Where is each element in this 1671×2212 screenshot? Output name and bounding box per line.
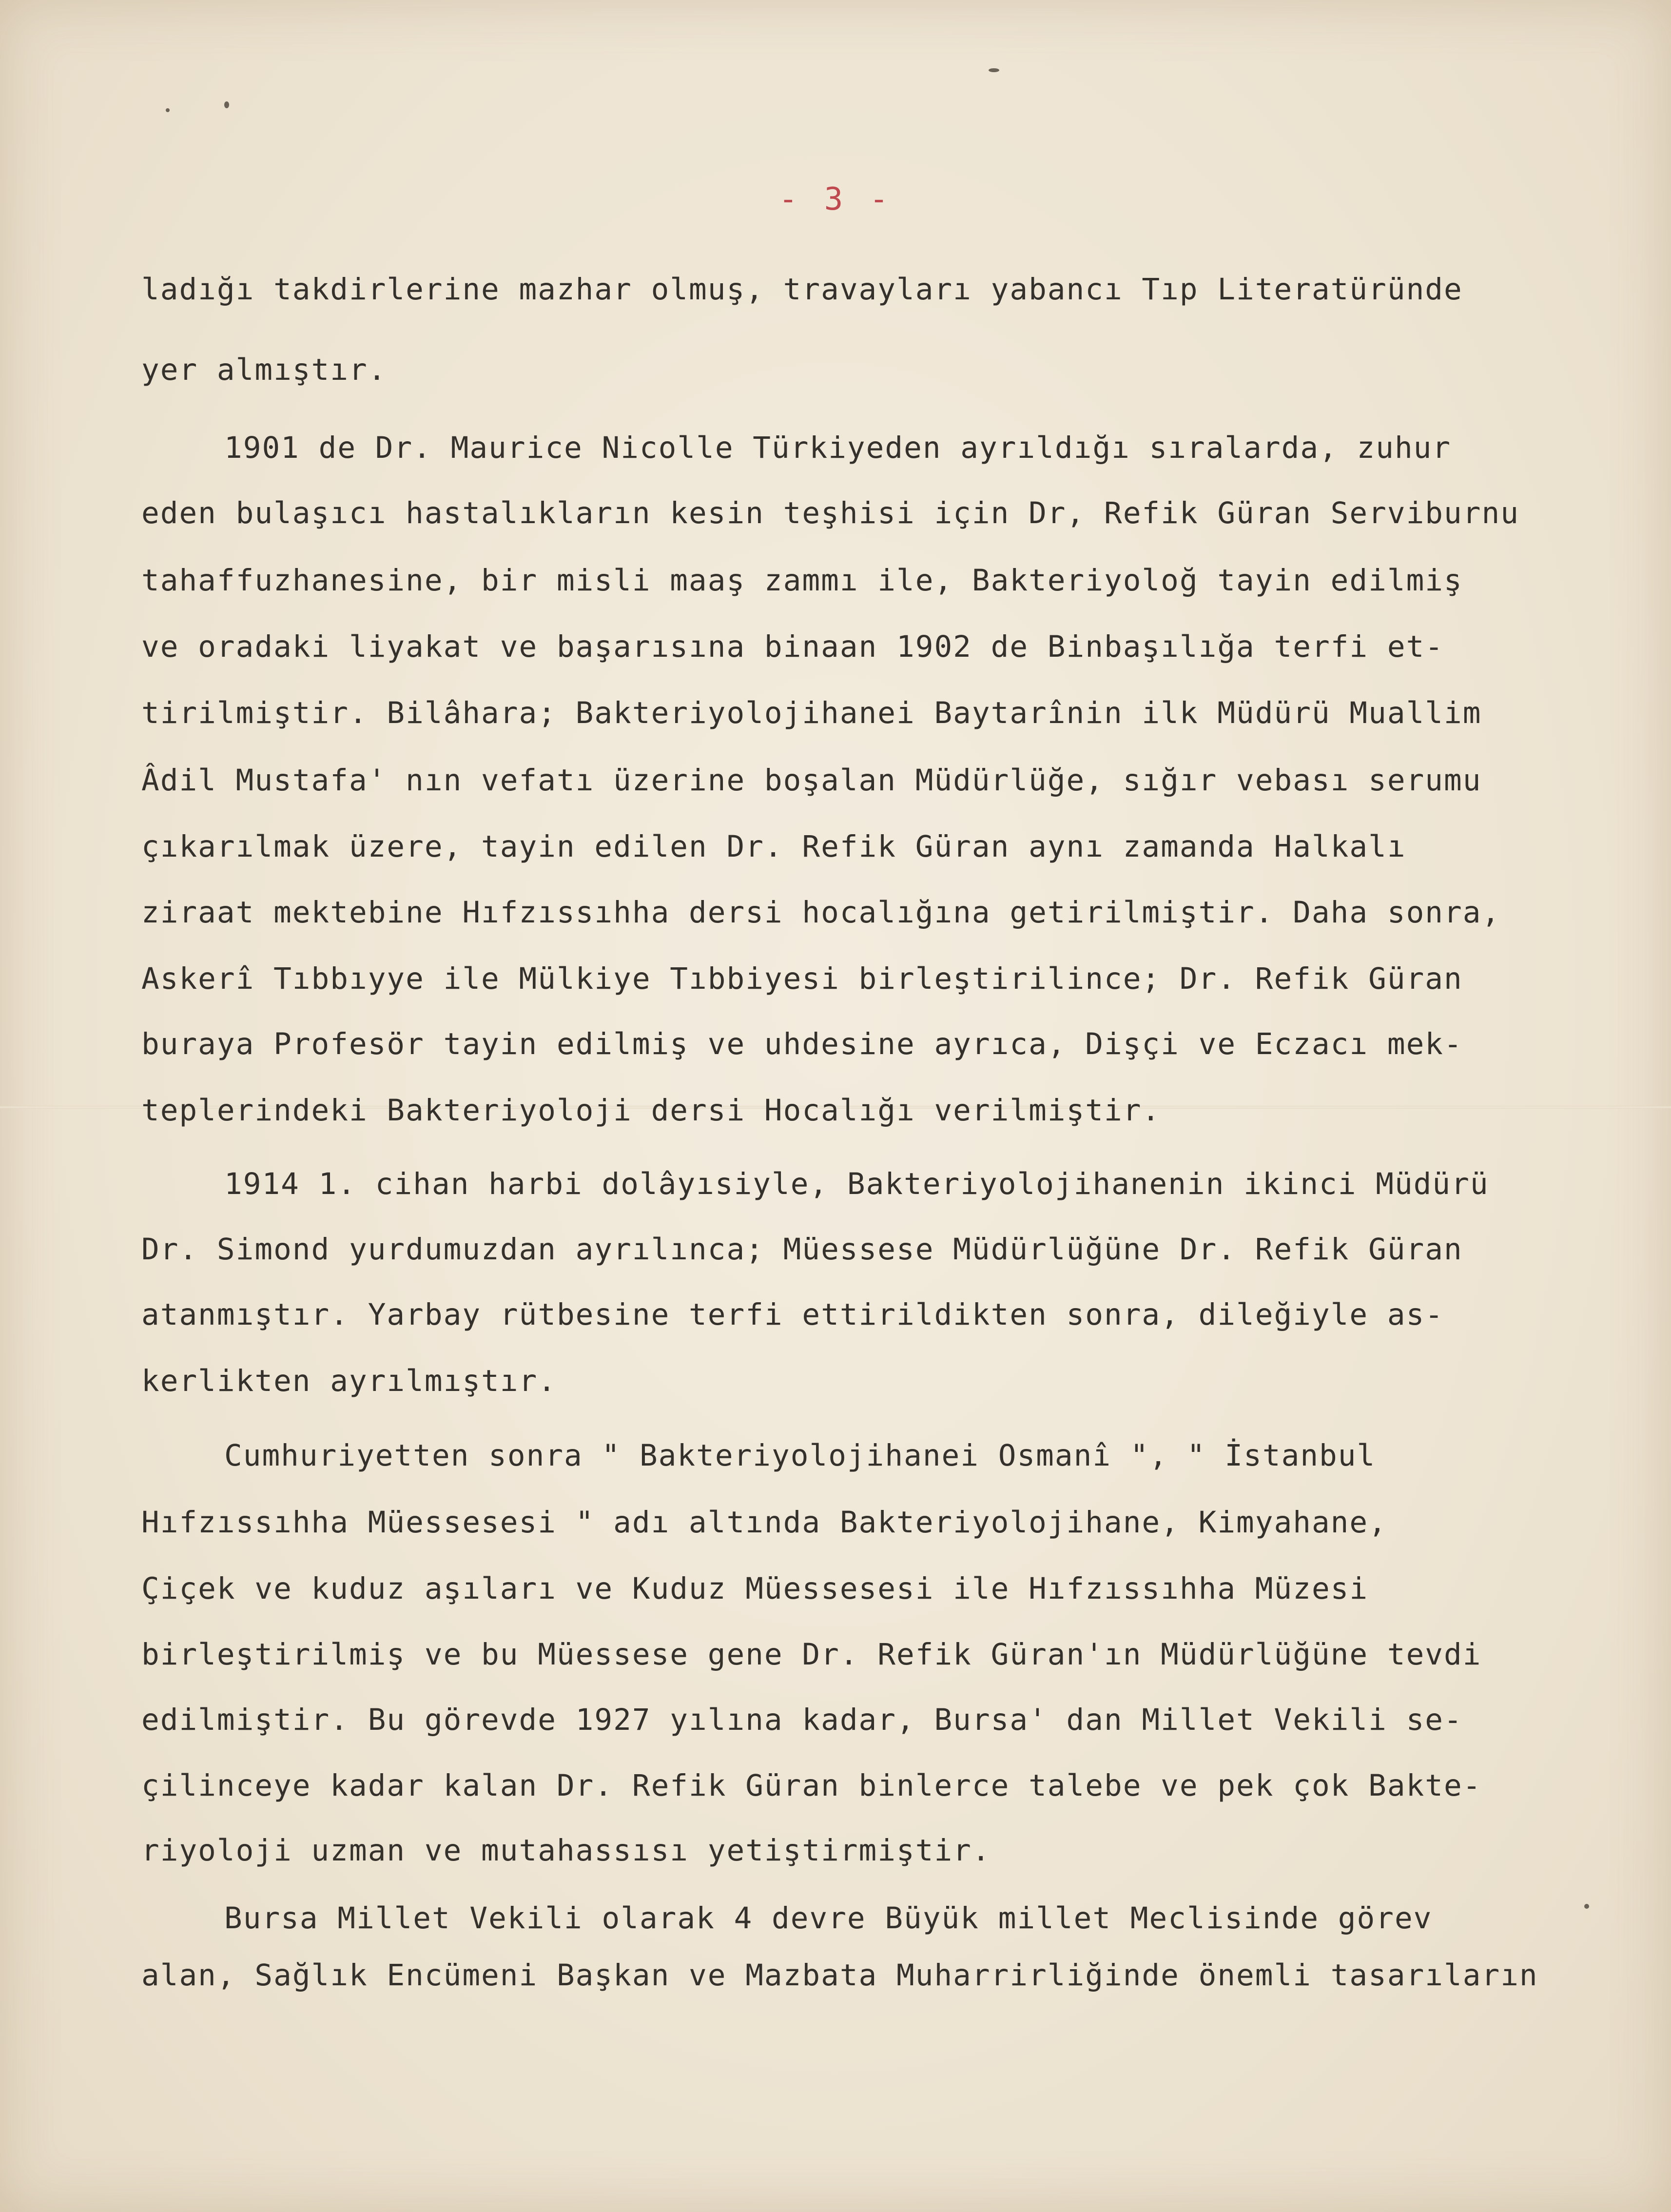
text-line: atanmıştır. Yarbay rütbesine terfi ettirildikten sonra, dileğiyle as- xyxy=(141,1297,1444,1332)
text-line: riyoloji uzman ve mutahassısı yetiştirmiştir. xyxy=(141,1833,991,1868)
text-line: yer almıştır. xyxy=(141,352,387,387)
text-line: Çiçek ve kuduz aşıları ve Kuduz Müessesesi ile Hıfzıssıhha Müzesi xyxy=(141,1571,1369,1606)
text-line: Bursa Millet Vekili olarak 4 devre Büyük millet Meclisinde görev xyxy=(224,1901,1433,1936)
text-line: kerlikten ayrılmıştır. xyxy=(141,1364,557,1398)
text-line: teplerindeki Bakteriyoloji dersi Hocalığı verilmiştir. xyxy=(141,1093,1161,1128)
text-line: edilmiştir. Bu görevde 1927 yılına kadar, Bursa' dan Millet Vekili se- xyxy=(141,1703,1463,1737)
text-line: ladığı takdirlerine mazhar olmuş, travayları yabancı Tıp Literatüründe xyxy=(141,272,1463,307)
text-line: Cumhuriyetten sonra " Bakteriyolojihanei Osmanî ", " İstanbul xyxy=(224,1438,1376,1473)
text-line: alan, Sağlık Encümeni Başkan ve Mazbata Muharrirliğinde önemli tasarıların xyxy=(141,1958,1538,1993)
text-line: Hıfzıssıhha Müessesesi " adı altında Bakteriyolojihane, Kimyahane, xyxy=(141,1505,1387,1540)
text-line: 1914 1. cihan harbi dolâyısiyle, Bakteriyolojihanenin ikinci Müdürü xyxy=(224,1167,1489,1201)
text-line: çıkarılmak üzere, tayin edilen Dr. Refik Güran aynı zamanda Halkalı xyxy=(141,829,1406,864)
text-line: buraya Profesör tayin edilmiş ve uhdesine ayrıca, Dişçi ve Eczacı mek- xyxy=(141,1027,1463,1061)
text-line: tirilmiştir. Bilâhara; Bakteriyolojihanei Baytarînin ilk Müdürü Muallim xyxy=(141,696,1482,730)
text-line: Askerî Tıbbıyye ile Mülkiye Tıbbiyesi birleştirilince; Dr. Refik Güran xyxy=(141,961,1463,996)
text-line: ziraat mektebine Hıfzıssıhha dersi hocalığına getirilmiştir. Daha sonra, xyxy=(141,895,1501,930)
text-line: 1901 de Dr. Maurice Nicolle Türkiyeden ayrıldığı sıralarda, zuhur xyxy=(224,431,1452,465)
text-line: tahaffuzhanesine, bir misli maaş zammı ile, Bakteriyoloğ tayin edilmiş xyxy=(141,563,1463,598)
text-line: çilinceye kadar kalan Dr. Refik Güran binlerce talebe ve pek çok Bakte- xyxy=(141,1768,1482,1803)
text-line: Âdil Mustafa' nın vefatı üzerine boşalan Müdürlüğe, sığır vebası serumu xyxy=(141,763,1482,798)
text-line: Dr. Simond yurdumuzdan ayrılınca; Müessese Müdürlüğüne Dr. Refik Güran xyxy=(141,1232,1463,1267)
page-number: - 3 - xyxy=(778,181,893,217)
text-line: eden bulaşıcı hastalıkların kesin teşhisi için Dr, Refik Güran Serviburnu xyxy=(141,496,1519,530)
text-line: ve oradaki liyakat ve başarısına binaan 1902 de Binbaşılığa terfi et- xyxy=(141,629,1444,664)
text-line: birleştirilmiş ve bu Müessese gene Dr. Refik Güran'ın Müdürlüğüne tevdi xyxy=(141,1637,1482,1672)
